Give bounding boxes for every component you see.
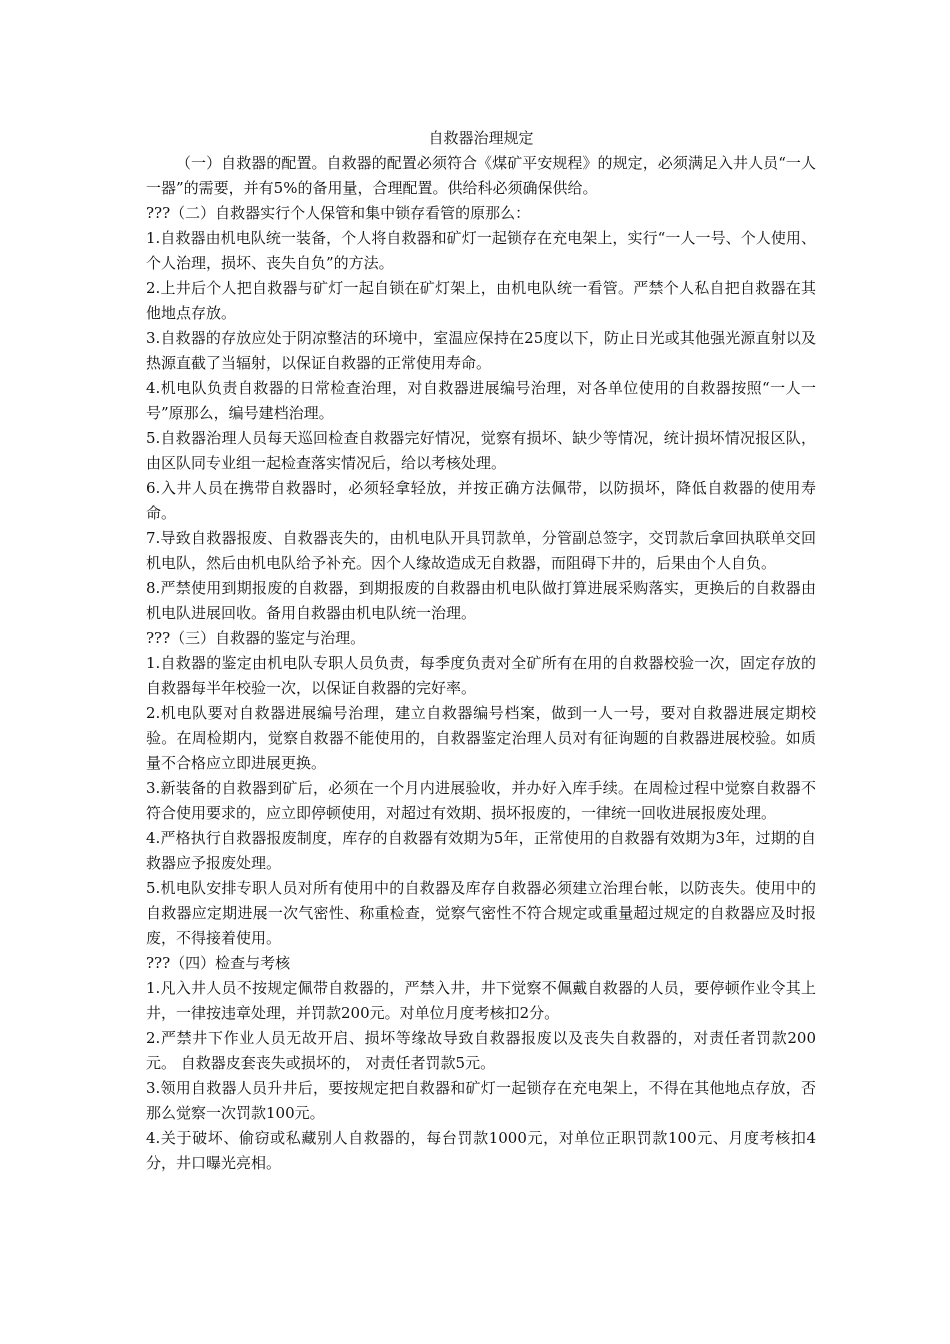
list-item: 4.机电队负责自救器的日常检查治理，对自救器进展编号治理，对各单位使用的自救器按照“一人一号”原那么，编号建档治理。 xyxy=(146,379,816,422)
list-item: 8.严禁使用到期报废的自救器，到期报废的自救器由机电队做打算进展采购落实，更换后的自救器由机电队进展回收。备用自救器由机电队统一治理。 xyxy=(146,579,816,622)
document-title: 自救器治理规定 xyxy=(428,129,534,147)
list-item: 1.自救器的鉴定由机电队专职人员负责，每季度负责对全矿所有在用的自救器校验一次，固定存放的自救器每半年校验一次，以保证自救器的完好率。 xyxy=(146,654,816,697)
list-item: 3.领用自救器人员升井后，要按规定把自救器和矿灯一起锁存在充电架上，不得在其他地点存放，否那么觉察一次罚款100元。 xyxy=(146,1079,816,1122)
list-item: 2.上井后个人把自救器与矿灯一起自锁在矿灯架上，由机电队统一看管。严禁个人私自把自救器在其他地点存放。 xyxy=(146,279,816,322)
section-heading-storage: ???（二）自救器实行个人保管和集中锁存看管的原那么： xyxy=(146,204,531,222)
section-heading-inspection: ???（三）自救器的鉴定与治理。 xyxy=(146,629,366,647)
list-item: 2.严禁井下作业人员无故开启、损坏等缘故导致自救器报废以及丧失自救器的，对责任者罚款200元。 自救器皮套丧失或损坏的， 对责任者罚款5元。 xyxy=(146,1029,816,1072)
list-item: 4.严格执行自救器报废制度，库存的自救器有效期为5年，正常使用的自救器有效期为3年，过期的自救器应予报废处理。 xyxy=(146,829,816,872)
paragraph-config: （一）自救器的配置。自救器的配置必须符合《煤矿平安规程》的规定，必须满足入井人员“一人一器”的需要，并有5%的备用量，合理配置。供给科必须确保供给。 xyxy=(146,154,816,197)
section-heading-assessment: ???（四）检查与考核 xyxy=(146,954,291,972)
list-item: 6.入井人员在携带自救器时，必须轻拿轻放，并按正确方法佩带，以防损坏，降低自救器的使用寿命。 xyxy=(146,479,816,522)
list-item: 1.凡入井人员不按规定佩带自救器的，严禁入井，井下觉察不佩戴自救器的人员，要停顿作业令其上井，一律按违章处理，并罚款200元。对单位月度考核扣2分。 xyxy=(146,979,816,1022)
list-item: 7.导致自救器报废、自救器丧失的，由机电队开具罚款单，分管副总签字，交罚款后拿回执联单交回机电队，然后由机电队给予补充。因个人缘故造成无自救器，而阻碍下井的，后果由个人自负。 xyxy=(146,529,816,572)
list-item: 3.新装备的自救器到矿后，必须在一个月内进展验收，并办好入库手续。在周检过程中觉察自救器不符合使用要求的，应立即停顿使用，对超过有效期、损坏报废的，一律统一回收进展报废处理。 xyxy=(146,779,816,822)
list-item: 5.机电队安排专职人员对所有使用中的自救器及库存自救器必须建立治理台帐，以防丧失。使用中的自救器应定期进展一次气密性、称重检查，觉察气密性不符合规定或重量超过规定的自救器应及时报废，不得接着使用。 xyxy=(146,879,816,947)
list-item: 3.自救器的存放应处于阴凉整洁的环境中，室温应保持在25度以下，防止日光或其他强光源直射以及热源直截了当辐射，以保证自救器的正常使用寿命。 xyxy=(146,329,816,372)
list-item: 1.自救器由机电队统一装备，个人将自救器和矿灯一起锁存在充电架上，实行“一人一号、个人使用、个人治理，损坏、丧失自负”的方法。 xyxy=(146,229,816,272)
list-item: 5.自救器治理人员每天巡回检查自救器完好情况，觉察有损坏、缺少等情况，统计损坏情况报区队，由区队同专业组一起检查落实情况后，给以考核处理。 xyxy=(146,429,816,472)
list-item: 4.关于破坏、偷窃或私藏别人自救器的，每台罚款1000元，对单位正职罚款100元、月度考核扣4分，井口曝光亮相。 xyxy=(146,1129,816,1172)
document-page xyxy=(146,126,816,1176)
list-item: 2.机电队要对自救器进展编号治理，建立自救器编号档案，做到一人一号，要对自救器进展定期校验。在周检期内，觉察自救器不能使用的，自救器鉴定治理人员对有征询题的自救器进展校验。如质量不合格应立即进展更换。 xyxy=(146,704,816,772)
